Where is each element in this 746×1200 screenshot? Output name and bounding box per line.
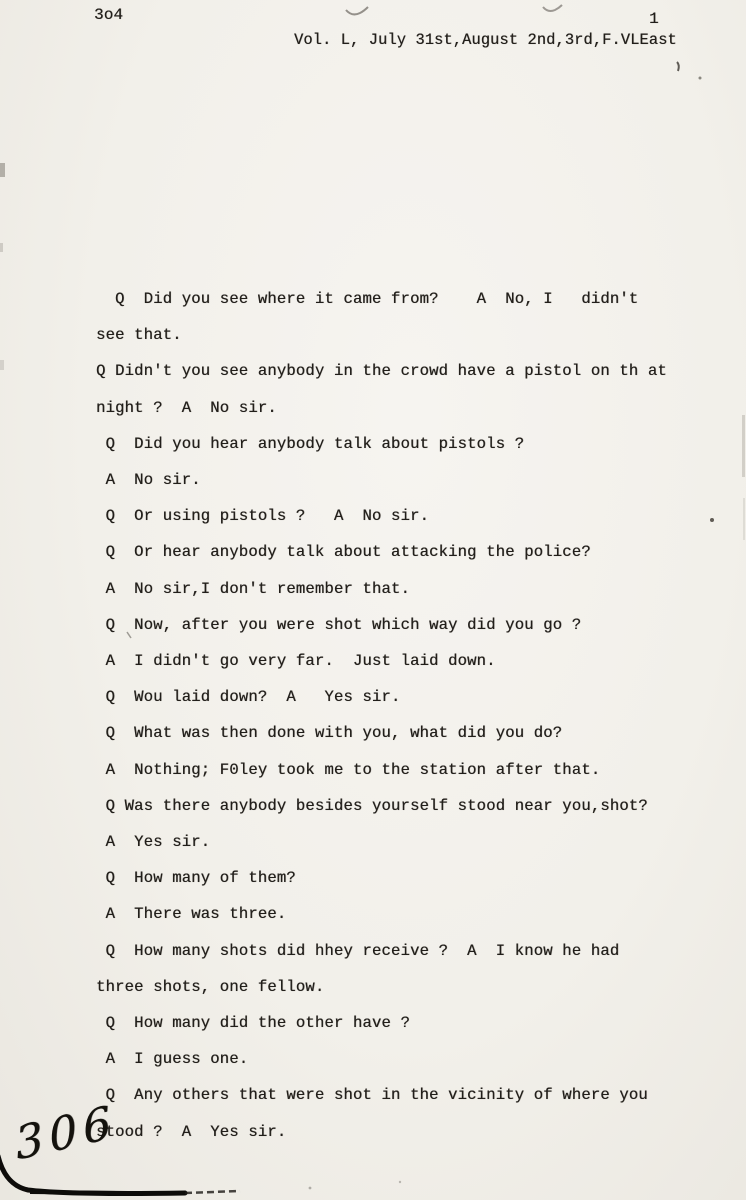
scan-artifact-dot (309, 1187, 312, 1190)
transcript-body (96, 281, 716, 1150)
transcript-line: Q Was there anybody besides yourself stood near you,shot? (96, 796, 648, 815)
transcript-line: Q Did you see where it came from? A No, I didn't (96, 290, 639, 308)
transcript-line: A I guess one. (96, 1050, 249, 1069)
scan-artifact-edge-smudge (0, 243, 3, 252)
transcript-line: three shots, one fellow. (96, 977, 325, 996)
scan-artifact-edge-streak (742, 415, 745, 477)
transcript-line: Q Wou laid down? A Yes sir. (96, 688, 401, 707)
transcript-line: Q How many shots did hhey receive ? A I know he had (96, 941, 620, 960)
transcript-line: stood ? A Yes sir. (96, 1122, 287, 1141)
transcript-line: night ? A No sir. (96, 398, 277, 417)
scan-artifact-edge-smudge (0, 360, 4, 370)
transcript-line: A There was three. (96, 905, 287, 924)
transcript-line: Q What was then done with you, what did you do? (96, 724, 563, 743)
stamped-page-number: 3o4 (94, 6, 124, 24)
transcript-line: Q How many of them? (96, 869, 296, 888)
scan-artifact-dot (399, 1181, 401, 1183)
transcript-line: Q Or using pistols ? A No sir. (96, 507, 429, 526)
scan-artifact-bottom-swoosh (30, 1192, 182, 1194)
scan-artifact-bottom-dashes (185, 1191, 240, 1193)
transcript-line: Q Or hear anybody talk about attacking the police? (96, 543, 591, 562)
transcript-line: see that. (96, 326, 182, 345)
volume-header-line: Vol. L, July 31st,August 2nd,3rd,F.VLEast (294, 31, 677, 49)
transcript-line: A No sir. (96, 471, 201, 490)
scan-artifact-edge-smudge (0, 163, 5, 177)
transcript-line: A Nothing; F0ley took me to the station after that. (96, 760, 601, 779)
transcript-line: A Yes sir. (96, 833, 211, 852)
transcript-line: Q How many did the other have ? (96, 1014, 410, 1033)
transcript-line: A No sir,I don't remember that. (96, 579, 410, 598)
transcript-line: Q Any others that were shot in the vicinity of where you (96, 1086, 648, 1105)
scan-artifact-squiggle (346, 7, 368, 14)
transcript-line: A I didn't go very far. Just laid down. (96, 652, 496, 671)
transcript-line: Q Did you hear anybody talk about pistols ? (96, 434, 525, 453)
typed-page-number: 1 (649, 10, 659, 28)
scan-artifact-tick (677, 62, 679, 71)
handwritten-page-number: 306 (12, 1094, 120, 1171)
scan-artifact-dot (699, 77, 702, 80)
transcript-line: Q Now, after you were shot which way did you go ? (96, 615, 582, 634)
scan-artifact-squiggle (543, 5, 562, 11)
scan-artifact-edge-streak (743, 498, 745, 540)
transcript-line: Q Didn't you see anybody in the crowd have a pistol on th at (96, 362, 667, 381)
